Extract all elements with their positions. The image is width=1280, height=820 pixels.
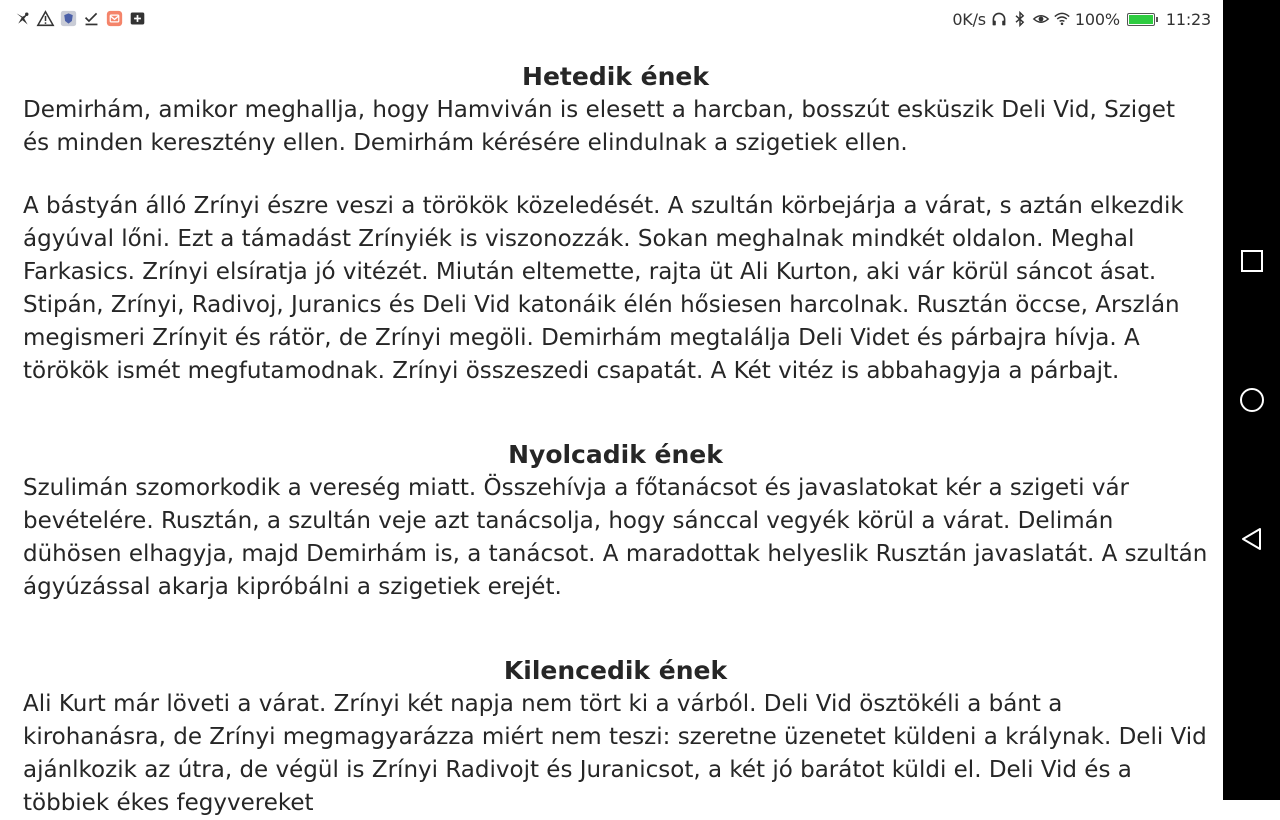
shield-app-icon [60, 10, 77, 27]
triangle-back-icon [1239, 526, 1265, 552]
section-title: Kilencedik ének [503, 656, 728, 685]
add-box-icon [129, 10, 146, 27]
section-paragraph: Szulimán szomorkodik a vereség miatt. Összehívja a főtanácsot és javaslatokat kér a szigeti vár bevételére. Rusztán, a szultán veje azt tanácsolja, hogy sánccal vegyék körül a várat. Delimán dühösen elhagyja, majd Demirhám is, a tanácsot. A maradottak helyeslik Rusztán javaslatát. A szultán ágyúzással akarja kipróbálni a szigetiek erejét. [23, 475, 1208, 600]
back-button[interactable] [1223, 509, 1280, 569]
headphones-icon [991, 11, 1007, 27]
status-bar [0, 0, 1223, 38]
section-title: Hetedik ének [522, 62, 709, 91]
bluetooth-icon [1012, 11, 1028, 27]
notification-icons [14, 8, 146, 28]
home-button[interactable] [1223, 370, 1280, 430]
clock: 11:23 [1165, 9, 1211, 29]
battery-icon [1127, 13, 1155, 26]
section-title: Nyolcadik ének [508, 440, 723, 469]
square-icon [1239, 248, 1265, 274]
recents-button[interactable] [1223, 231, 1280, 291]
network-speed: 0K/s [952, 9, 986, 29]
wifi-icon [1054, 11, 1070, 27]
warning-icon [37, 10, 54, 27]
app-icon [14, 10, 31, 27]
battery-level [1129, 15, 1153, 24]
article-content [23, 60, 1208, 820]
section-paragraph: Demirhám, amikor meghallja, hogy Hamviván is elesett a harcban, bosszút esküszik Deli Vid, Sziget és minden keresztény ellen. Demirhám kérésére elindulnak a szigetiek ellen. [23, 97, 1175, 156]
circle-icon [1239, 387, 1265, 413]
checkmark-icon [83, 10, 100, 27]
system-status [952, 8, 1211, 30]
mail-app-icon [106, 10, 123, 27]
navigation-bar [1223, 0, 1280, 800]
section-paragraph: Ali Kurt már löveti a várat. Zrínyi két napja nem tört ki a várból. Deli Vid ösztökéli a bánt a kirohanásra, de Zrínyi megmagyarázza miért nem teszi: szeretne üzenetet küldeni a králynak. Deli Vid ajánlkozik az útra, de végül is Zrínyi Radivojt és Juranicsot, a két jó barátot küldi el. Deli Vid és a többiek ékes fegyvereket [23, 691, 1207, 816]
eye-icon [1033, 11, 1049, 27]
battery-percent: 100% [1074, 9, 1120, 29]
section-paragraph: A bástyán álló Zrínyi észre veszi a törökök közeledését. A szultán körbejárja a várat, s aztán elkezdik ágyúval lőni. Ezt a támadást Zrínyiék is viszonozzák. Sokan meghalnak mindkét oldalon. Meghal Farkasics. Zrínyi elsíratja jó vitézét. Miután eltemette, rajta üt Ali Kurton, aki vár körül sáncot ásat. Stipán, Zrínyi, Radivoj, Juranics és Deli Vid katonáik élén hősiesen harcolnak. Rusztán öccse, Arszlán megismeri Zrínyit és rátör, de Zrínyi megöli. Demirhám megtalálja Deli Videt és párbajra hívja. A törökök ismét megfutamodnak. Zrínyi összeszedi csapatát. A Két vitéz is abbahagyja a párbajt. [23, 193, 1184, 384]
